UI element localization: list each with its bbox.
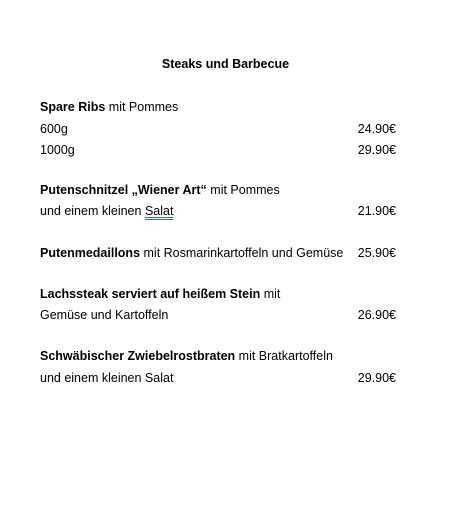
dish-description: mit Pommes (105, 100, 179, 114)
price: 29.90€ (357, 143, 396, 157)
price: 25.90€ (357, 246, 396, 260)
size-row (40, 121, 396, 137)
size-label: 1000g (40, 143, 75, 157)
dish-name: Schwäbischer Zwiebelrostbraten (40, 349, 236, 363)
dish-detail-row (40, 307, 396, 323)
size-label: 600g (40, 122, 68, 136)
dish-name: Putenschnitzel „Wiener Art“ (40, 183, 207, 197)
dish-description: mit Rosmarinkartoffeln und Gemüse (140, 246, 344, 260)
price: 24.90€ (357, 122, 396, 136)
dish-description: mit Pommes (206, 183, 280, 197)
menu-item-lachssteak (40, 286, 396, 302)
dish-detail-row (40, 203, 396, 219)
dish-name: Spare Ribs (40, 100, 106, 114)
size-row (40, 142, 396, 158)
dish-detail-row (40, 370, 396, 386)
menu-item-zwiebelrostbraten (40, 348, 396, 364)
menu-item-putenschnitzel (40, 182, 396, 198)
price: 21.90€ (357, 204, 396, 218)
menu-item-spare-ribs (40, 99, 396, 115)
page-title: Steaks und Barbecue (161, 57, 290, 71)
dish-detail: Gemüse und Kartoffeln (40, 308, 169, 322)
spellcheck-underlined-word: Salat (144, 204, 174, 218)
price: 26.90€ (357, 308, 396, 322)
menu-item-putenmedaillons (40, 245, 396, 261)
dish-description: mit Bratkartoffeln (235, 349, 333, 363)
dish-detail: und einem kleinen Salat (40, 371, 174, 385)
dish-name: Putenmedaillons (40, 246, 141, 260)
dish-detail: und einem kleinen (40, 204, 145, 218)
price: 29.90€ (357, 371, 396, 385)
dish-name: Lachssteak serviert auf heißem Stein (40, 287, 261, 301)
dish-description: mit (260, 287, 281, 301)
